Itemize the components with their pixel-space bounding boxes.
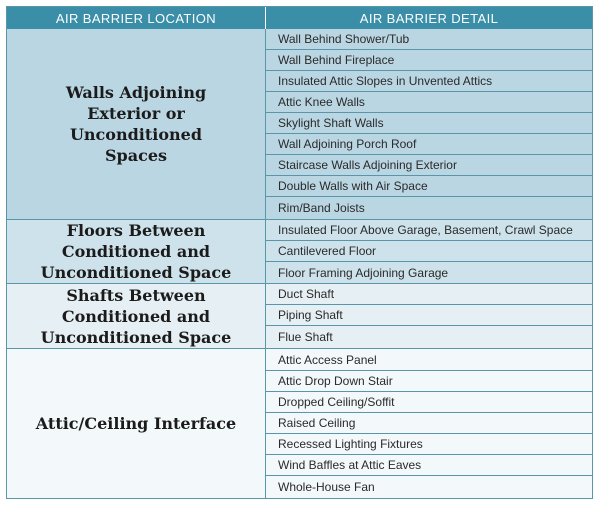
detail-list — [266, 349, 592, 498]
detail-row: Cantilevered Floor — [266, 241, 592, 262]
detail-row: Wind Baffles at Attic Eaves — [266, 455, 592, 476]
air-barrier-table — [6, 6, 593, 499]
detail-row: Attic Drop Down Stair — [266, 371, 592, 392]
column-header-location: AIR BARRIER LOCATION — [7, 7, 266, 29]
detail-row: Raised Ceiling — [266, 413, 592, 434]
detail-list — [266, 29, 592, 219]
detail-row: Skylight Shaft Walls — [266, 113, 592, 134]
detail-row: Floor Framing Adjoining Garage — [278, 265, 449, 280]
detail-row: Attic Knee Walls — [266, 92, 592, 113]
location-cell: Shafts Between Conditioned and Unconditioned Space — [7, 284, 266, 348]
detail-row: Whole-House Fan — [278, 480, 375, 494]
group-walls — [7, 29, 592, 220]
detail-row: Staircase Walls Adjoining Exterior — [266, 155, 592, 176]
detail-list — [266, 284, 592, 348]
detail-row: Insulated Attic Slopes in Unvented Attics — [266, 71, 592, 92]
detail-row: Double Walls with Air Space — [266, 176, 592, 197]
detail-row: Wall Adjoining Porch Roof — [266, 134, 592, 155]
detail-row: Dropped Ceiling/Soffit — [266, 392, 592, 413]
detail-row: Rim/Band Joists — [278, 201, 365, 215]
detail-row: Flue Shaft — [278, 330, 333, 344]
group-shafts — [7, 284, 592, 349]
detail-list — [266, 220, 592, 283]
table-header — [7, 7, 592, 29]
detail-row: Wall Behind Shower/Tub — [266, 29, 592, 50]
group-attic — [7, 349, 592, 498]
detail-row: Attic Access Panel — [266, 349, 592, 371]
column-header-detail: AIR BARRIER DETAIL — [359, 10, 499, 26]
detail-row: Recessed Lighting Fixtures — [266, 434, 592, 455]
location-cell: Floors Between Conditioned and Unconditioned Space — [7, 220, 266, 283]
detail-row: Wall Behind Fireplace — [266, 50, 592, 71]
location-cell: Walls Adjoining Exterior or Unconditioned Spaces — [7, 29, 266, 219]
detail-row: Duct Shaft — [266, 284, 592, 305]
detail-row: Piping Shaft — [266, 305, 592, 326]
group-floors — [7, 220, 592, 284]
location-cell: Attic/Ceiling Interface — [7, 349, 266, 498]
detail-row: Insulated Floor Above Garage, Basement, Crawl Space — [266, 220, 592, 241]
